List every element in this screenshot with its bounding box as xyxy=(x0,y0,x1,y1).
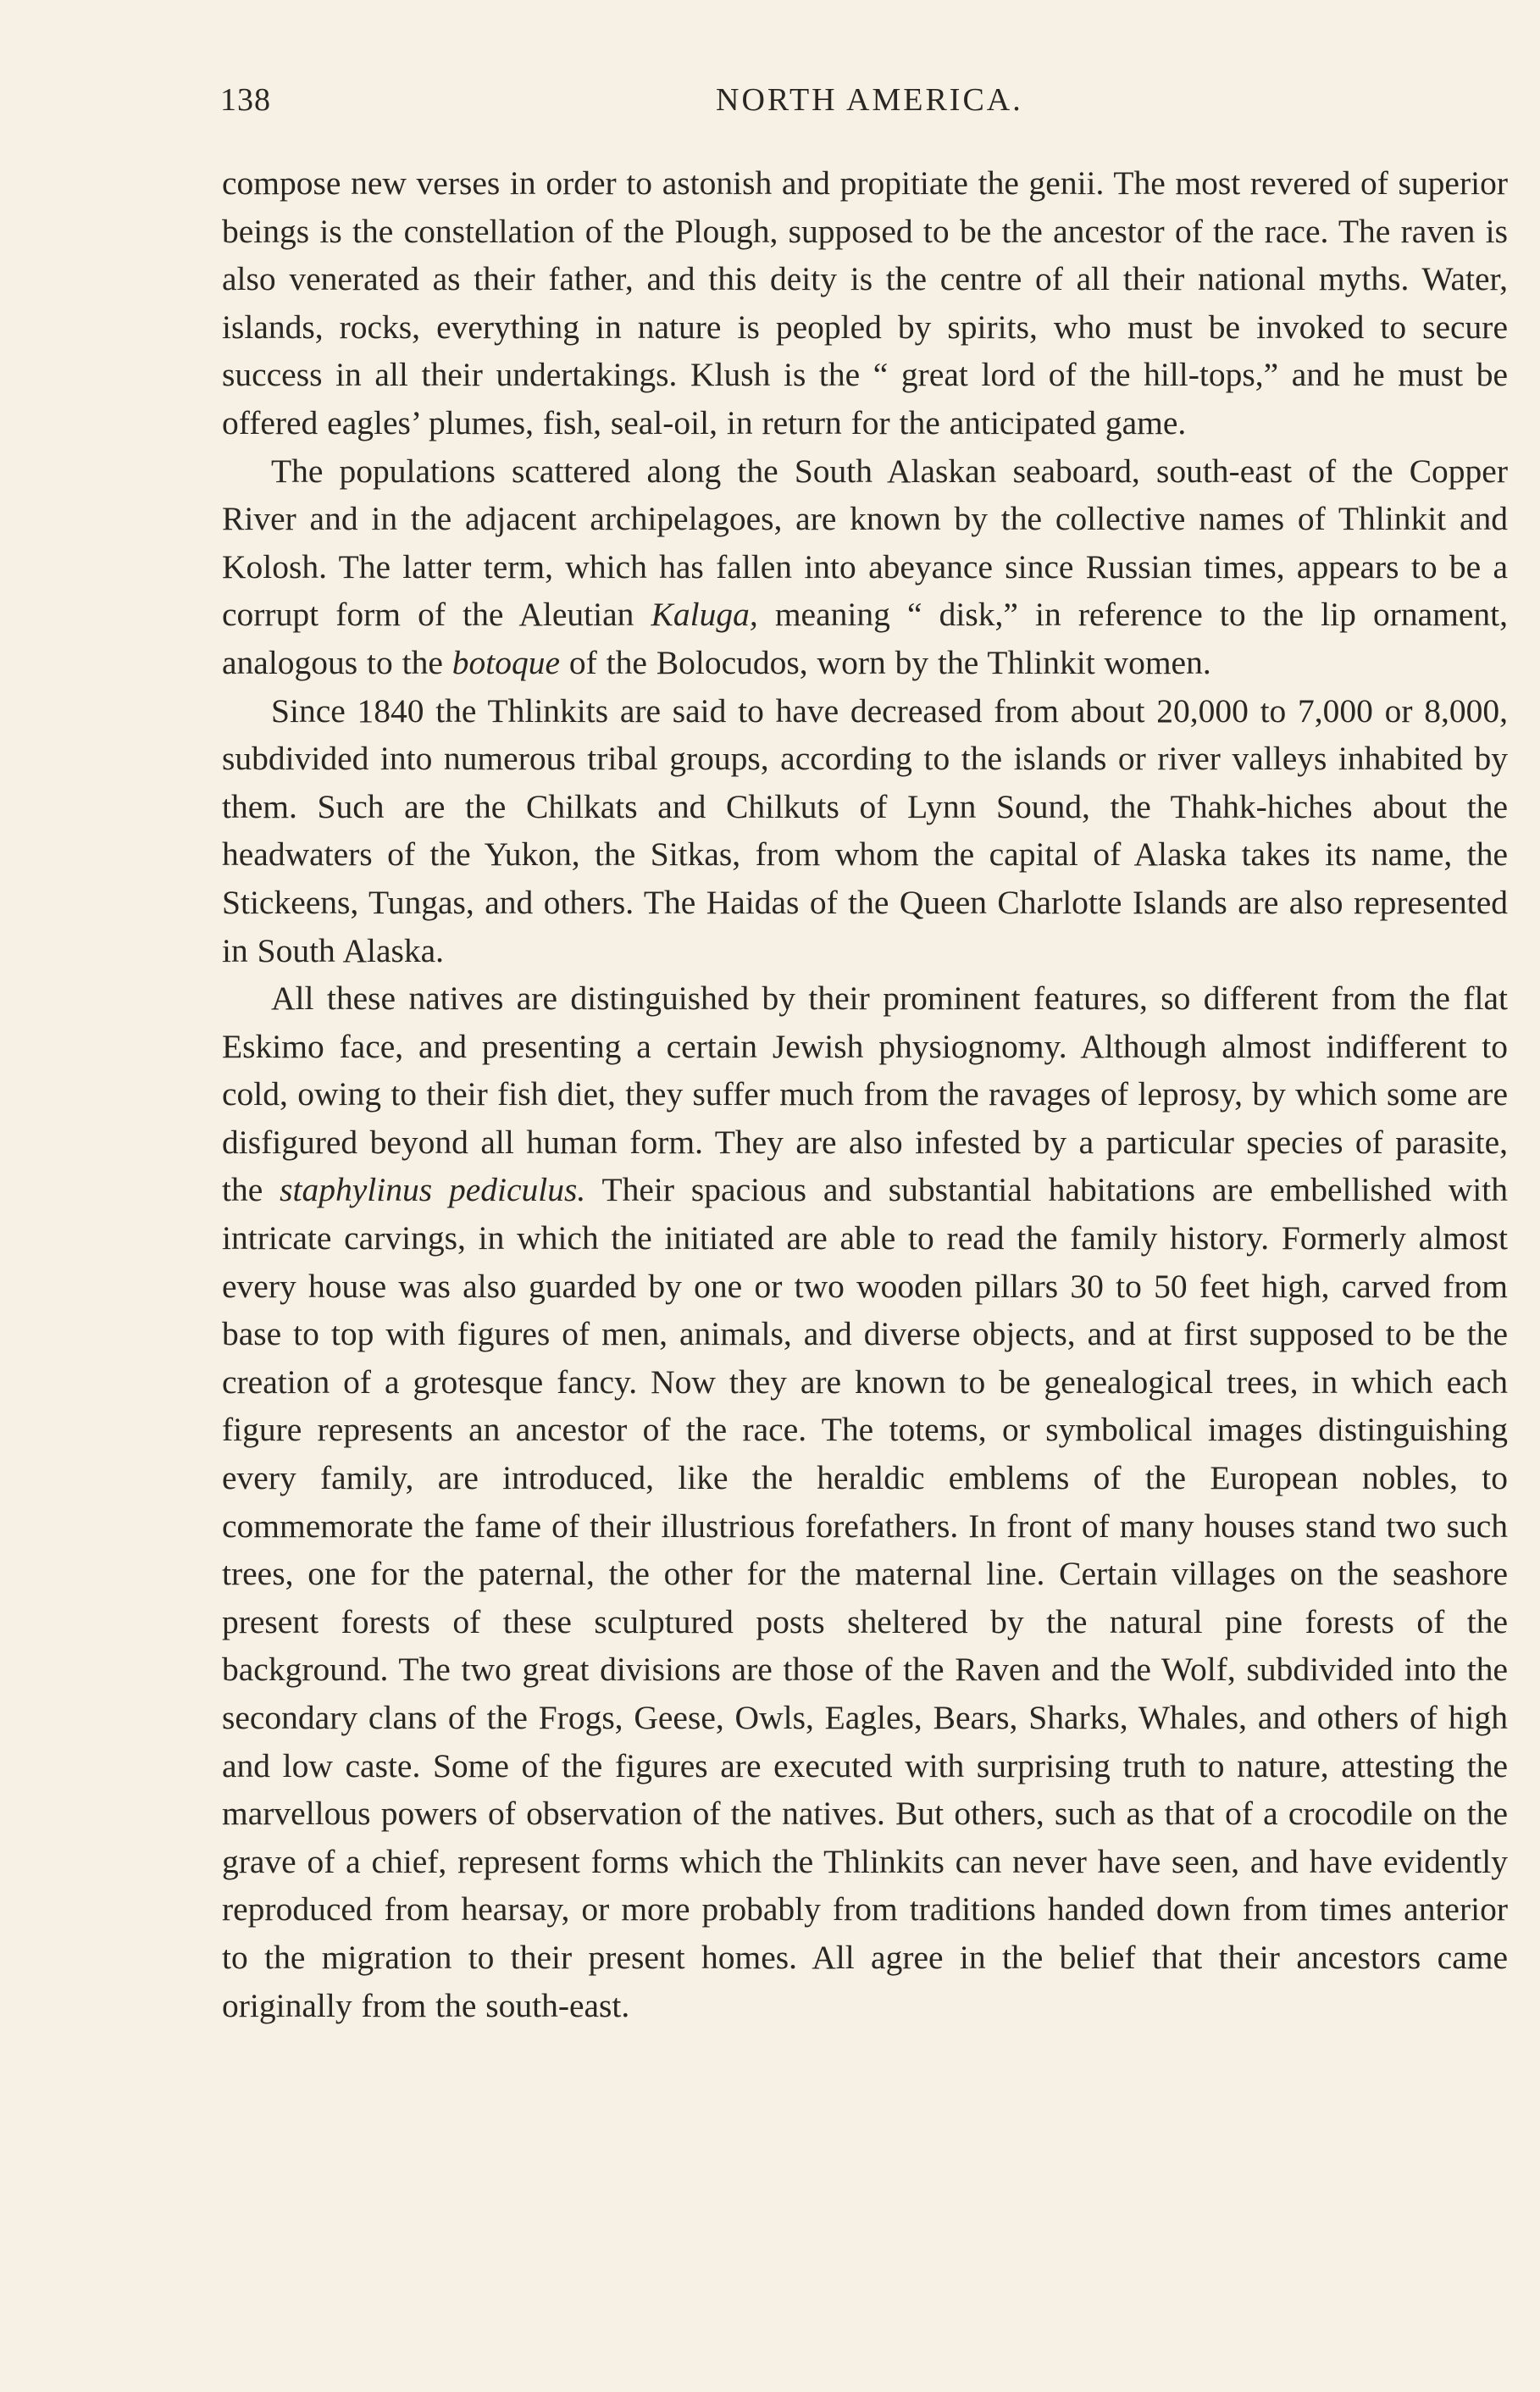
italic-term-kaluga: Kaluga, xyxy=(651,596,758,634)
body-text xyxy=(222,159,1508,2029)
paragraph-genii-beliefs xyxy=(222,159,1508,447)
paragraph-text: Their spacious and substantial habitations are embellished with intricate carvings, in which the initiated are able to read the family history. Formerly almost every house was also guarded by one or two wooden pillars 30 to 50 feet high, carved from base to top with figures of men, animals, and diverse objects, and at first supposed to be the creation of a grotesque fancy. Now they are known to be genealogical trees, in which each figure represents an ancestor of the race. The totems, or symbolical images distinguishing every family, are introduced, like the heraldic emblems of the European nobles, to commemorate the fame of their illustrious forefathers. In front of many houses stand two such trees, one for the paternal, the other for the maternal line. Certain villages on the seashore present forests of these sculptured posts sheltered by the natural pine forests of the background. The two great divisions are those of the Raven and the Wolf, subdivided into the secondary clans of the Frogs, Geese, Owls, Eagles, Bears, Sharks, Whales, and others of high and low caste. Some of the figures are executed with surprising truth to nature, attesting the marvellous powers of observation of the natives. But others, such as that of a crocodile on the grave of a chief, represent forms which the Thlinkits can never have seen, and have evidently reproduced from hearsay, or more probably from traditions handed down from times anterior to the migration to their present homes. All agree in the belief that their ancestors came originally from the south-east. xyxy=(222,1171,1509,2024)
paragraph-text: The populations scattered along the South Alaskan seaboard, south-east of the Copper River and in the adjacent archipelagoes, are known by the collective names of Thlinkit and Kolosh. The latter term, which has fallen into abeyance since Russian times, appears to be a corrupt form of the Aleutian xyxy=(222,452,1508,634)
running-title: NORTH AMERICA. xyxy=(716,82,1023,118)
paragraph-thlinkit-kolosh xyxy=(222,447,1508,687)
page-number: 138 xyxy=(220,82,271,118)
paragraph-features-totems xyxy=(222,974,1508,2029)
paragraph-text: meaning “ disk,” in reference to the lip ornament, analogous to the xyxy=(222,596,1508,681)
italic-term-botoque: botoque xyxy=(451,643,561,681)
running-head xyxy=(220,81,1508,132)
paragraph-text: compose new verses in order to astonish and propitiate the genii. The most revered of superior beings is the constellation of the Plough, supposed to be the ancestor of the race. The raven is also venerated as their father, and this deity is the centre of all their national myths. Water, islands, rocks, everything in nature is peopled by spirits, who must be invoked to secure success in all their undertakings. Klush is the “ great lord of the hill-tops,” and he must be offered eagles’ plumes, fish, seal-oil, in return for the anticipated game. xyxy=(222,164,1508,441)
italic-term-staphylinus: staphylinus pediculus. xyxy=(280,1171,586,1209)
paragraph-text: Since 1840 the Thlinkits are said to have decreased from about 20,000 to 7,000 or 8,000, subdivided into numerous tribal groups, according to the islands or river valleys inhabited by them. Such are the Chilkats and Chilkuts of Lynn Sound, the Thahk-hiches about the headwaters of the Yukon, the Sitkas, from whom the capital of Alaska takes its name, the Stickeens, Tungas, and others. The Haidas of the Queen Charlotte Islands are also represented in South Alaska. xyxy=(222,691,1508,969)
paragraph-text: All these natives are distinguished by their prominent features, so different from the flat Eskimo face, and presenting a certain Jewish physiognomy. Although almost indifferent to cold, owing to their fish diet, they suffer much from the ravages of leprosy, by which some are disfigured beyond all human form. They are also infested by a particular species of parasite, the xyxy=(222,980,1508,1209)
paragraph-population-decline xyxy=(222,687,1508,975)
paragraph-text: of the Bolocudos, worn by the Thlinkit women. xyxy=(560,643,1211,681)
